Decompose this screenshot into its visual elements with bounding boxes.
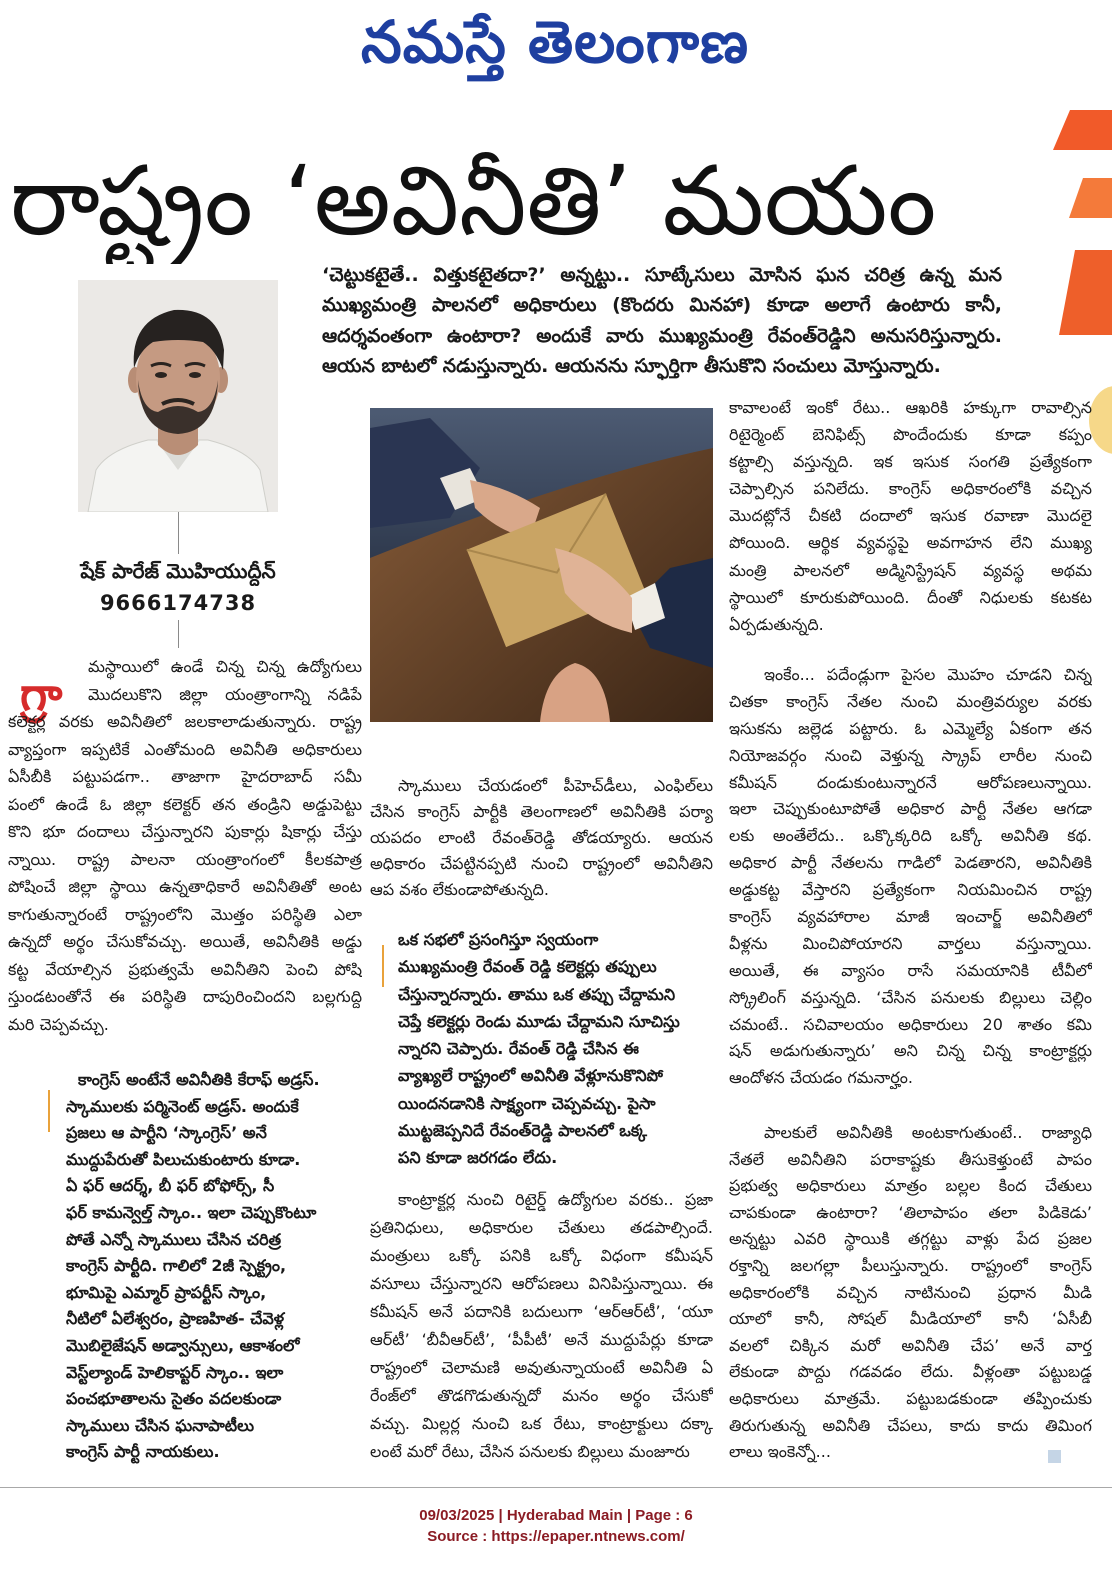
text-line: ఏ ఫర్ ఆదర్శ్, బీ ఫర్ బోఫోర్స్, సీ: [66, 1176, 275, 1196]
middle-column-body-1: [370, 773, 713, 903]
text-line: లకు అంతేలేదు.. ఒక్కొక్కరిది ఒక్కో అవినీతి కథ.: [729, 826, 1092, 846]
text-line: ‘చెట్టుకటైతే.. విత్తుకటైతదా?’ అన్నట్టు.. సూట్కేసులు మోసిన ఘన చరిత్ర ఉన్న మన: [322, 264, 1002, 286]
right-column-para-2: [729, 662, 1092, 1092]
text-line: వసూలు చేస్తున్నారని ఆరోపణలు వినిపిస్తున్నాయి. ఈ: [370, 1274, 713, 1293]
text-line: కావాలంటే ఇంకో రేటు.. ఆఖరికి హక్కుగా రావాల్సిన: [729, 398, 1092, 417]
middle-column-quote: [398, 926, 703, 1171]
text-line: పాలకులే అవినీతికి అంటకాగుతుంటే.. రాజ్యాధి: [764, 1123, 1092, 1142]
text-line: అడ్డుకట్ట వేస్తారని ప్రత్యేకంగా నియమించిన రాష్ట్ర: [729, 880, 1092, 900]
text-line: లాలు ఇంకెన్నో...: [729, 1442, 831, 1462]
text-line: మొదలుకొని జిల్లా యంత్రాంగాన్ని నడిపే: [88, 684, 362, 704]
text-line: ఇలా చెప్పుకుంటూపోతే అధికార పార్టీ నేతల ఆగడా: [729, 799, 1092, 819]
text-line: ఆప వశం లేకుండాపోతున్నది.: [370, 880, 549, 899]
text-line: లేకుండా పొద్దు గడవడం లేదు. వీళ్లంతా పట్టుబడ్డ: [729, 1362, 1092, 1382]
text-line: స్థాయిలో కూరుకుపోయింది. దీంతో నిధులకు కటకట: [729, 587, 1092, 607]
text-line: వెస్ట్‌ల్యాండ్ హెలికాప్టర్ స్కాం.. ఇలా: [66, 1362, 284, 1382]
headline: రాష్ట్రం ‘అవినీతి’ మయం: [10, 145, 937, 257]
text-line: వచ్చు. మిల్లర్ల నుంచి ఒక రేటు, కాంట్రాక్టులు దక్కా: [370, 1414, 713, 1433]
text-line: కమీషన్ అనే పదానికి బదులుగా ‘ఆర్‌ఆర్‌టీ’, ‘యూ: [370, 1302, 713, 1321]
text-line: చెప్పాల్సిన పనిలేదు. కాంగ్రెస్ అధికారంలోకి వచ్చిన: [729, 479, 1092, 499]
text-line: ఆదర్శవంతంగా ఉంటారా? అందుకే వారు ముఖ్యమంత్రి రేవంత్‌రెడ్డిని అనుసరిస్తున్నారు.: [322, 324, 1002, 347]
text-line: నియోజవర్గం నుంచి వెళ్తున్న స్క్రాప్ లారీల నుంచి: [729, 745, 1092, 765]
text-line: ముట్టజెప్పనిదే రేవంత్‌రెడ్డి పాలనలో ఒక్క: [398, 1120, 647, 1140]
text-line: ఆందోళన చేయడం గమనార్హం.: [729, 1068, 913, 1088]
text-line: స్క్రోలింగ్ వస్తున్నది. ‘చేసిన పనులకు బిల్లులు చెల్లిం: [729, 987, 1092, 1007]
text-line: న్నారని చెప్పారు. రేవంత్ రెడ్డి చేసిన ఈ: [398, 1039, 639, 1058]
text-line: నేతలే అవినీతిని పరాకాష్టకు తీసుకెళ్తుంటే పాపం: [729, 1149, 1092, 1169]
text-line: రాష్ట్రంలో చెలామణి అవుతున్నాయంటే అవినీతి ఏ: [370, 1358, 713, 1377]
text-line: నీటిలో ఏలేశ్వరం, ప్రాణహిత- చేవెళ్ల: [66, 1309, 285, 1329]
text-line: పంలో ఉండే ఓ జిల్లా కలెక్టర్ తన తండ్రిని అడ్డుపెట్టు: [8, 794, 362, 814]
masthead: నమస్తే తెలంగాణ: [361, 8, 749, 76]
text-line: ఉన్నదో అర్థం చేసుకోవచ్చు. అయితే, అవినీతికి అడ్డు: [8, 932, 362, 951]
footer-rule: [0, 1487, 1112, 1488]
text-line: యపదం లాంటి రేవంత్‌రెడ్డి తోడయ్యారు. ఆయన: [370, 828, 713, 847]
divider-line: [178, 512, 179, 554]
text-line: రక్తాన్ని జలగల్లా పీలుస్తున్నారు. రాష్ట్రంలో కాంగ్రెస్: [729, 1255, 1092, 1275]
text-line: మొదట్లోనే చీకటి దందాలో ఇసుక రవాణా మొదలై: [729, 506, 1092, 526]
quote-accent-bar: [382, 945, 384, 987]
text-line: మంత్రులు ఒక్కో పనికి ఒక్కో విధంగా కమీషన్: [370, 1246, 713, 1265]
text-line: ఫర్ కామన్వెల్త్ స్కాం.. ఇలా చెప్పుకొంటూ: [66, 1202, 317, 1222]
text-line: కాగుతున్నారంటే రాష్ట్రంలోని మొత్తం పరిస్థితి ఎలా: [8, 904, 362, 924]
left-column-body: [8, 653, 362, 1038]
footer-edition: 09/03/2025 | Hyderabad Main | Page : 6: [419, 1507, 693, 1524]
right-column-para-3: [729, 1120, 1092, 1466]
text-line: చెప్తే కలెక్టర్లు రెండు మూడు చేద్దామని సూచిస్తు: [398, 1011, 680, 1031]
text-line: వ్యాప్తంగా ఇప్పటికే ఎంతోమంది అవినీతి అధికారులు: [8, 739, 362, 759]
text-line: చితకా కాంగ్రెస్ నేతల నుంచి మంత్రివర్యుల వరకు: [729, 691, 1092, 711]
text-line: అధికారం చేపట్టినప్పటి నుంచి రాష్ట్రంలో అవినీతిని: [370, 854, 713, 873]
text-line: కాంగ్రెస్ వ్యవహారాల మాజీ ఇంచార్జ్ అవినీతిలో: [729, 907, 1092, 927]
text-line: కట్ట వేయాల్సిన ప్రభుత్వమే అవినీతిని పెంచి పోషి: [8, 959, 362, 979]
text-line: ముఖ్యమంత్రి రేవంత్ రెడ్డి కలెక్టర్లు తప్పులు: [398, 957, 657, 977]
text-line: స్కాములు చేయడంలో పీహెచ్‌డీలు, ఎంఫిల్‌లు: [398, 776, 713, 795]
text-line: స్కాములు చేసిన ఘనాపాటీలు: [66, 1415, 255, 1435]
text-line: ప్రజలు ఆ పార్టీని ‘స్కాంగ్రెస్’ అనే: [66, 1123, 267, 1143]
text-line: మస్థాయిలో ఉండే చిన్న చిన్న ఉద్యోగులు: [88, 657, 362, 676]
text-line: పంచభూతాలను సైతం వదలకుండా: [66, 1389, 282, 1409]
text-line: యాలో కానీ, సోషల్ మీడియాలో కానీ ‘ఏసీబీ: [729, 1309, 1092, 1329]
left-column-quote: [66, 1067, 360, 1466]
text-line: ఒక సభలో ప్రసంగిస్తూ స్వయంగా: [398, 930, 599, 949]
text-line: ఇంకేం... పదేండ్లుగా పైసల మొహం చూడని చిన్న: [764, 665, 1092, 684]
text-line: న్నాయి. రాష్ట్ర పాలనా యంత్రాంగంలో కీలకపాత్ర: [8, 849, 362, 869]
text-line: చేస్తున్నారన్నారు. తాము ఒక తప్పు చేద్దామని: [398, 984, 676, 1004]
right-column-para-1: [729, 394, 1092, 638]
text-line: చేసిన కాంగ్రెస్ పార్టీకి తెలంగాణలో అవినీతికి పర్యా: [370, 802, 713, 821]
text-line: ఆయన బాటలో నడుస్తున్నారు. ఆయనను స్ఫూర్తిగా తీసుకొని సంచులు మోస్తున్నారు.: [322, 354, 941, 377]
middle-column-body-2: [370, 1186, 713, 1466]
text-line: వీళ్లను మించిపోయారని వార్తలు వస్తున్నాయి.: [729, 933, 1092, 953]
footer-source: Source : https://epaper.ntnews.com/: [427, 1528, 685, 1545]
text-line: కట్టాల్సి వస్తున్నది. ఇక ఇసుక సంగతి ప్రత్యేకంగా: [729, 452, 1092, 472]
text-line: అధికారంలోకి వచ్చిన నాటినుంచి ప్రధాన మీడి: [729, 1282, 1092, 1302]
drop-cap: గ్రా: [20, 667, 63, 721]
text-line: మరి చెప్పవచ్చు.: [8, 1014, 109, 1034]
text-line: రిటైర్మెంట్ బెనిఫిట్స్ పొందేందుకు కూడా కప్పం: [729, 425, 1092, 445]
text-line: ప్రభుత్వ అధికారులు మాత్రం బల్లల కింద చేతులు: [729, 1176, 1092, 1196]
text-line: పోషించే జిల్లా స్థాయి ఉన్నతాధికారే అవినీతితో అంట: [8, 877, 362, 896]
text-line: అధికార పార్టీ నేతలను గాడిలో పెడతారని, అవినీతికి: [729, 853, 1092, 873]
text-line: కొని భూ దందాలు చేస్తున్నారని పుకార్లు షికార్లు చేస్తు: [8, 822, 362, 841]
article-image: [370, 408, 713, 722]
quote-accent-bar: [48, 1090, 50, 1132]
text-line: స్కాములకు పర్మినెంట్ అడ్రస్. అందుకే: [66, 1096, 299, 1116]
text-line: కాంట్రాక్టర్ల నుంచి రిటైర్డ్ ఉద్యోగుల వరకు.. ప్రజా: [398, 1190, 713, 1209]
text-line: పోయింది. ఆర్థిక వ్యవస్థపై అవగాహన లేని ముఖ్య: [729, 533, 1092, 553]
text-line: ప్రతినిధులు, అధికారుల చేతులు తడపాల్సిందే.: [370, 1218, 713, 1237]
author-name: షేక్ పారేజ్ మొహియుద్దీన్: [80, 559, 276, 583]
text-line: కాంగ్రెస్ పార్టీ నాయకులు.: [66, 1442, 220, 1462]
text-line: ఏర్పడుతున్నది.: [729, 614, 824, 634]
text-line: యిందనడానికి సాక్ష్యంగా చెప్పవచ్చు. పైసా: [398, 1093, 656, 1113]
text-line: ముఖ్యమంత్రి పాలనలో అధికారులు (కొందరు మినహా) కూడా అలాగే ఉంటారు కానీ,: [322, 294, 1002, 317]
intro-paragraph: [322, 260, 1002, 381]
text-line: మొబిలైజేషన్ అడ్వాన్సులు, ఆకాశంలో: [66, 1335, 300, 1355]
text-line: ఏసీబీకి పట్టుపడగా.. తాజాగా హైదరాబాద్ సమీ: [8, 767, 362, 786]
text-line: కమీషన్ దండుకుంటున్నారనే ఆరోపణలున్నాయి.: [729, 772, 1092, 792]
text-line: వలలో చిక్కిన మరో అవినీతి చేప’ అనే వార్త: [729, 1335, 1092, 1355]
text-line: షన్ అడుగుతున్నారు’ అని చిన్న చిన్న కాంట్రాక్టర్లు: [729, 1041, 1092, 1061]
text-line: ఇసుకను జల్లెడ పట్టారు. ఓ ఎమ్మెల్యే ఏకంగా తన: [729, 718, 1092, 738]
text-line: చాపకుండా ఉంటారా? ‘తిలాపాపం తలా పిడికెడు’: [729, 1202, 1092, 1222]
text-line: రేంజ్‌లో తొడగొడుతున్నదో మనం అర్థం చేసుకో: [370, 1386, 713, 1405]
text-line: వ్యాఖ్యలే రాష్ట్రంలో అవినీతి వేళ్లూనుకొనిపో: [398, 1066, 663, 1086]
text-line: స్తుండటంతోనే ఈ పరిస్థితి దాపురించిందని బల్లగుద్ది: [8, 987, 362, 1006]
orange-decoration: [1045, 110, 1112, 340]
author-phone: 9666174738: [99, 591, 257, 615]
text-line: పని కూడా జరగడం లేదు.: [398, 1148, 558, 1167]
text-line: తిరుగుతున్న అవినీతి చేపలు, కాదు కాదు తిమింగ: [729, 1415, 1092, 1435]
text-line: ఆర్‌టీ’ ‘బీవీఆర్‌టీ’, ‘పీపీటీ’ అనే ముద్దుపేర్లు కూడా: [370, 1330, 713, 1349]
text-line: పోతే ఎన్నో స్కాములు చేసిన చరిత్ర: [66, 1229, 282, 1249]
text-line: మంత్రి పాలనలో అడ్మినిస్ట్రేషన్ వ్యవస్థ అథమ: [729, 560, 1092, 580]
text-line: అయితే, ఈ వ్యాసం రాసే సమయానికి టీవీలో: [729, 960, 1092, 980]
text-line: అన్నట్టు ఎవరి స్థాయికి తగ్గట్టు వాళ్లు పేద ప్రజల: [729, 1229, 1092, 1249]
text-line: లంటే మరో రేటు, చేసిన పనులకు బిల్లులు మంజూరు: [370, 1442, 690, 1461]
text-line: కాంగ్రెస్ పార్టీది. గాలిలో 2జీ స్పెక్ట్రం,: [66, 1256, 287, 1276]
text-line: కాంగ్రెస్ అంటేనే అవినీతికి కేరాఫ్ అడ్రస్.: [78, 1070, 320, 1089]
author-photo: [78, 280, 278, 512]
divider-line: [178, 620, 179, 648]
text-line: అధికారులు మాత్రమే. పట్టుబడకుండా తప్పించుకు: [729, 1388, 1092, 1408]
text-line: చమంటే.. సచివాలయం అధికారులు 20 శాతం కమి: [729, 1014, 1092, 1034]
text-line: భూమిపై ఎమ్మార్ ప్రాపర్టీస్ స్కాం,: [66, 1282, 267, 1302]
end-marker: [1048, 1450, 1061, 1463]
text-line: కలెక్టర్ల వరకు అవినీతిలో జలకాలాడుతున్నారు. రాష్ట్ర: [8, 712, 362, 731]
text-line: ముద్దుపేరుతో పిలుచుకుంటారు కూడా.: [66, 1149, 301, 1169]
